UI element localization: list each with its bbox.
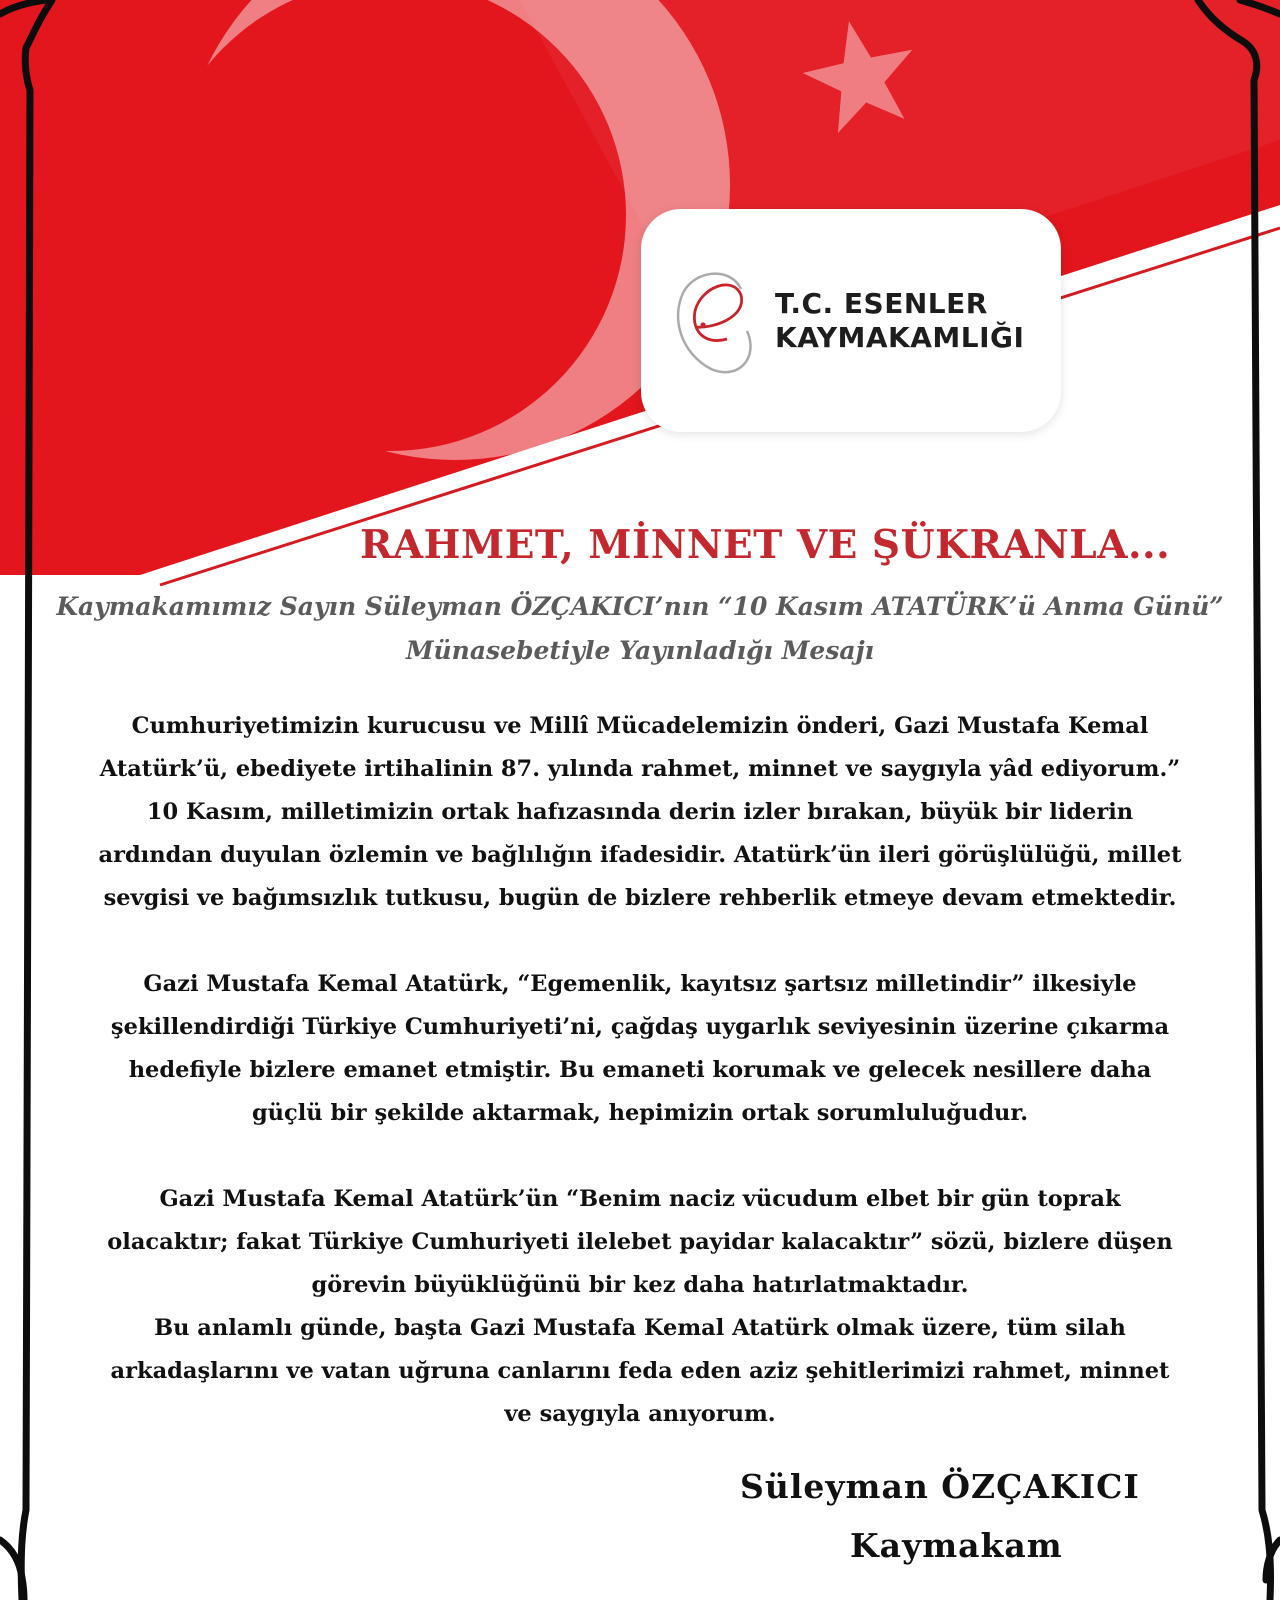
esenler-logo-icon [665,261,765,381]
message-body [30,705,1250,1436]
message-paragraph-2: Gazi Mustafa Kemal Atatürk, “Egemenlik, kayıtsız şartsız milletindir” ilkesiyle şekillendirdiği Türkiye Cumhuriyeti’ni, çağdaş uygarlık seviyesinin üzerine çıkarma hedefiyle bizlere emanet etmiştir. Bu emaneti korumak ve gelecek nesillere daha güçlü bir şekilde aktarmak, hepimizin ortak sorumluluğudur. [110,971,1170,1126]
signature-name: Süleyman ÖZÇAKICI [740,1467,1140,1506]
headline: RAHMET, MİNNET VE ŞÜKRANLA... [360,522,1171,568]
turkish-flag-banner [0,0,1280,600]
subtitle: Kaymakamımız Sayın Süleyman ÖZÇAKICI’nın “10 Kasım ATATÜRK’ü Anma Günü” Münasebetiyle Yayınladığı Mesajı [56,592,1224,665]
message-paragraph-3: Gazi Mustafa Kemal Atatürk’ün “Benim naciz vücudum elbet bir gün toprak olacaktır; fakat Türkiye Cumhuriyeti ilelebet payidar kalacaktır” sözü, bizlere düşen görevin büyüklüğünü bir kez daha hatırlatmaktadır. Bu anlamlı günde, başta Gazi Mustafa Kemal Atatürk olmak üzere, tüm silah arkadaşlarını ve vatan uğruna canlarını feda eden aziz şehitlerimizi rahmet, minnet ve saygıyla anıyorum. [107,1186,1173,1427]
logo-line-2: KAYMAKAMLIĞI [775,321,1025,354]
logo-card [641,209,1061,432]
message-paragraph-1: Cumhuriyetimizin kurucusu ve Millî Mücadelemizin önderi, Gazi Mustafa Kemal Atatürk’ü, ebediyete irtihalinin 87. yılında rahmet, minnet ve saygıyla yâd ediyorum.” 10 Kasım, milletimizin ortak hafızasında derin izler bırakan, büyük bir liderin ardından duyulan özlemin ve bağlılığın ifadesidir. Atatürk’ün ileri görüşlülüğü, millet sevgisi ve bağımsızlık tutkusu, bugün de bizlere rehberlik etmeye devam etmektedir. [98,713,1182,911]
logo-line-1: T.C. ESENLER [775,287,988,320]
signature-title: Kaymakam [850,1526,1063,1565]
logo-text [775,287,1024,355]
